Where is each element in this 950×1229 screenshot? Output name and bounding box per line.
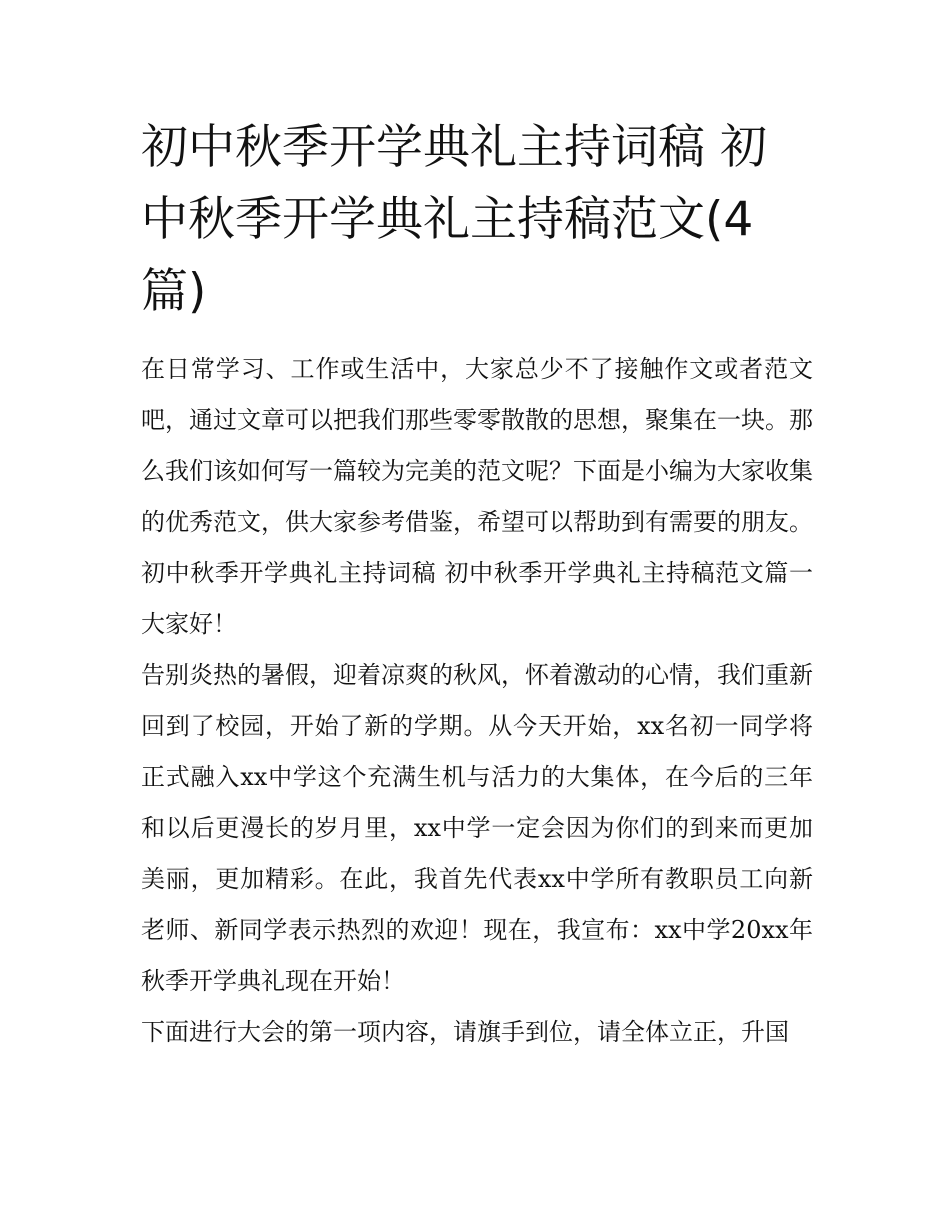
body-paragraph-continued: 下面进行大会的第一项内容，请旗手到位，请全体立正，升国 [141, 1018, 789, 1046]
body-paragraph: 告别炎热的暑假，迎着凉爽的秋风，怀着激动的心情，我们重新回到了校园，开始了新的学期。从今天开始，xx名初一同学将正式融入xx中学这个充满生机与活力的大集体，在今后的三年和以后更漫长的岁月里，xx中学一定会因为你们的到来而更加美丽，更加精彩。在此，我首先代表xx中学所有教职员工向新老师、新同学表示热烈的欢迎！现在，我宣布：xx中学20xx年秋季开学典礼现在开始！ [141, 661, 813, 995]
section-heading-paragraph: 初中秋季开学典礼主持词稿 初中秋季开学典礼主持稿范文篇一 大家好！ [141, 559, 813, 638]
document-page [141, 112, 813, 1058]
intro-paragraph: 在日常学习、工作或生活中，大家总少不了接触作文或者范文吧，通过文章可以把我们那些零零散散的思想，聚集在一块。那么我们该如何写一篇较为完美的范文呢？下面是小编为大家收集的优秀范文，供大家参考借鉴，希望可以帮助到有需要的朋友。 [141, 355, 813, 536]
document-title: 初中秋季开学典礼主持词稿 初中秋季开学典礼主持稿范文(4篇) [141, 120, 767, 319]
